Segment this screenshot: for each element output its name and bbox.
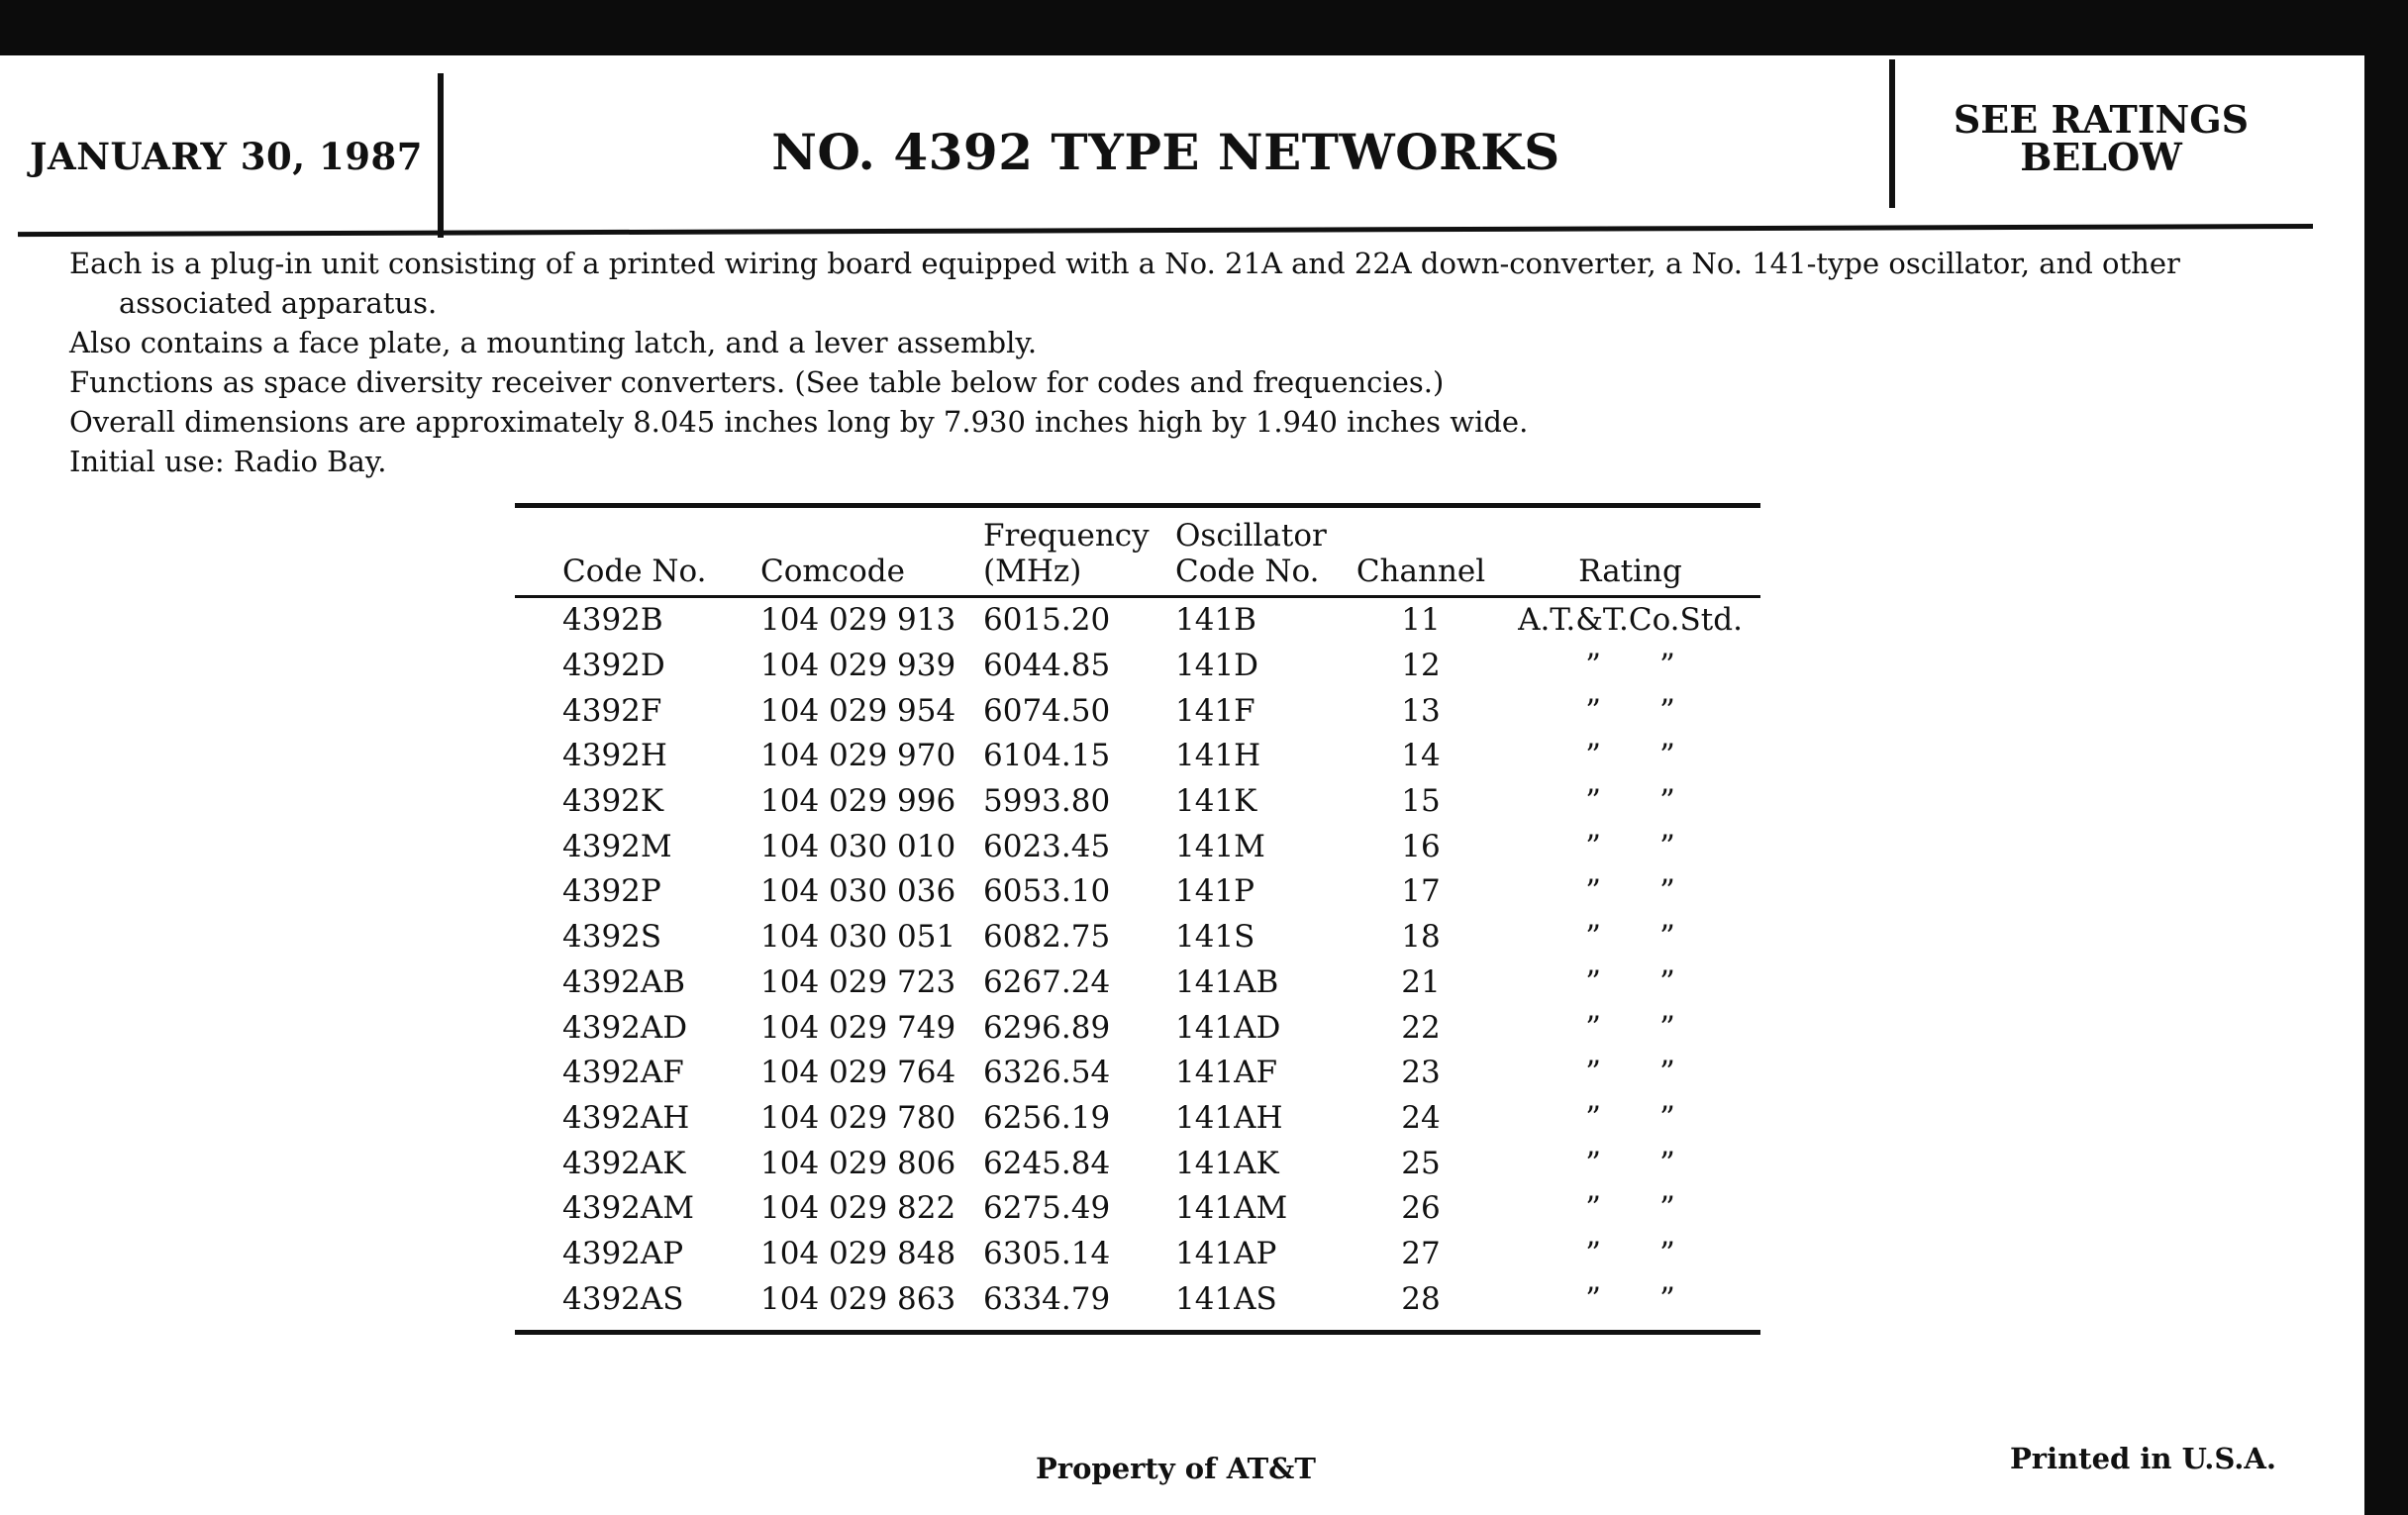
cell-comcode: 104 029 749 — [760, 1009, 956, 1046]
cell-oscillator: 141F — [1175, 692, 1255, 729]
cell-channel: 16 — [1401, 828, 1441, 864]
cell-frequency: 6104.15 — [983, 738, 1111, 774]
header-rule — [18, 224, 2313, 237]
cell-comcode: 104 029 723 — [760, 963, 956, 1000]
cell-code-no: 4392K — [562, 783, 664, 820]
cell-code-no: 4392AP — [562, 1235, 684, 1271]
cell-oscillator: 141H — [1175, 738, 1261, 774]
cell-code-no: 4392M — [562, 828, 672, 864]
header-oscillator-line-2: Code No. — [1175, 554, 1320, 589]
cell-channel: 26 — [1401, 1190, 1441, 1227]
cell-code-no: 4392AM — [562, 1190, 695, 1227]
cell-channel: 24 — [1401, 1099, 1441, 1136]
table-body — [515, 598, 1760, 1322]
cell-channel: 23 — [1401, 1055, 1441, 1091]
header-frequency-line-1: Frequency — [983, 518, 1150, 554]
cell-channel: 14 — [1401, 738, 1441, 774]
table-row — [515, 1051, 1760, 1096]
cell-code-no: 4392S — [562, 919, 662, 956]
table-row — [515, 869, 1760, 915]
cell-oscillator: 141AM — [1175, 1190, 1288, 1227]
cell-frequency: 6296.89 — [983, 1009, 1111, 1046]
table-row — [515, 960, 1760, 1006]
cell-comcode: 104 029 954 — [760, 692, 956, 729]
cell-code-no: 4392AD — [562, 1009, 688, 1046]
footer-printed: Printed in U.S.A. — [2010, 1442, 2276, 1475]
table-row — [515, 1141, 1760, 1186]
cell-frequency: 6015.20 — [983, 602, 1111, 639]
description — [69, 244, 2277, 481]
cell-comcode: 104 030 010 — [760, 828, 956, 864]
cell-rating: ” ” — [1585, 1009, 1675, 1046]
table-row — [515, 1096, 1760, 1142]
cell-channel: 28 — [1401, 1280, 1441, 1317]
cell-channel: 21 — [1401, 963, 1441, 1000]
scan-border — [2364, 0, 2408, 1515]
cell-rating: ” ” — [1585, 1235, 1675, 1271]
cell-channel: 18 — [1401, 919, 1441, 956]
cell-comcode: 104 029 822 — [760, 1190, 956, 1227]
cell-oscillator: 141K — [1175, 783, 1257, 820]
cell-frequency: 6305.14 — [983, 1235, 1111, 1271]
cell-code-no: 4392AH — [562, 1099, 690, 1136]
description-line: Also contains a face plate, a mounting latch, and a lever assembly. — [69, 326, 1038, 359]
cell-rating: ” ” — [1585, 828, 1675, 864]
header-oscillator — [1175, 508, 1342, 595]
table-row — [515, 598, 1760, 644]
table-row — [515, 779, 1760, 825]
document-page — [0, 55, 2364, 1515]
cell-rating: ” ” — [1585, 1190, 1675, 1227]
header-rating: Rating — [1578, 554, 1682, 589]
table-row — [515, 1276, 1760, 1322]
description-line: Overall dimensions are approximately 8.045 inches long by 7.930 inches high by 1.940 inches wide. — [69, 405, 1529, 439]
cell-code-no: 4392H — [562, 738, 667, 774]
document-date: JANUARY 30, 1987 — [30, 135, 424, 178]
table-row — [515, 1186, 1760, 1232]
table-row — [515, 915, 1760, 960]
header-channel: Channel — [1355, 554, 1486, 589]
cell-rating: ” ” — [1585, 1055, 1675, 1091]
cell-channel: 17 — [1401, 873, 1441, 910]
cell-oscillator: 141D — [1175, 648, 1259, 684]
header-comcode: Comcode — [760, 554, 905, 589]
cell-frequency: 6023.45 — [983, 828, 1111, 864]
cell-frequency: 6044.85 — [983, 648, 1111, 684]
cell-comcode: 104 029 806 — [760, 1145, 956, 1181]
rating-note-line-2: BELOW — [2020, 135, 2182, 179]
table-row — [515, 688, 1760, 734]
table-row — [515, 734, 1760, 779]
cell-code-no: 4392AB — [562, 963, 686, 1000]
cell-frequency: 6275.49 — [983, 1190, 1111, 1227]
footer-property: Property of AT&T — [1036, 1452, 1316, 1485]
table-bottom-rule — [515, 1330, 1760, 1335]
cell-comcode: 104 029 780 — [760, 1099, 956, 1136]
cell-frequency: 6326.54 — [983, 1055, 1111, 1091]
cell-frequency: 6053.10 — [983, 873, 1111, 910]
cell-rating: ” ” — [1585, 692, 1675, 729]
cell-rating: ” ” — [1585, 783, 1675, 820]
cell-frequency: 6082.75 — [983, 919, 1111, 956]
table-header-row — [515, 508, 1760, 595]
cell-rating: ” ” — [1585, 963, 1675, 1000]
description-line: Each is a plug-in unit consisting of a printed wiring board equipped with a No. 21A and 22A down-converter, a No. 141-type oscillator, and other associated apparatus. — [69, 247, 2180, 320]
cell-oscillator: 141S — [1175, 919, 1255, 956]
cell-comcode: 104 029 970 — [760, 738, 956, 774]
cell-comcode: 104 029 939 — [760, 648, 956, 684]
header-oscillator-line-1: Oscillator — [1175, 518, 1327, 554]
table-row — [515, 824, 1760, 869]
header-code-no: Code No. — [562, 554, 707, 589]
cell-code-no: 4392AK — [562, 1145, 686, 1181]
cell-comcode: 104 029 996 — [760, 783, 956, 820]
cell-channel: 12 — [1401, 648, 1441, 684]
cell-oscillator: 141AD — [1175, 1009, 1281, 1046]
cell-channel: 27 — [1401, 1235, 1441, 1271]
cell-oscillator: 141B — [1175, 602, 1256, 639]
cell-oscillator: 141AS — [1175, 1280, 1277, 1317]
cell-frequency: 6267.24 — [983, 963, 1111, 1000]
cell-rating: ” ” — [1585, 1145, 1675, 1181]
cell-oscillator: 141M — [1175, 828, 1265, 864]
cell-comcode: 104 029 764 — [760, 1055, 956, 1091]
cell-frequency: 6256.19 — [983, 1099, 1111, 1136]
cell-code-no: 4392AF — [562, 1055, 684, 1091]
cell-comcode: 104 029 863 — [760, 1280, 956, 1317]
cell-code-no: 4392B — [562, 602, 663, 639]
table-row — [515, 1005, 1760, 1051]
description-line: Functions as space diversity receiver converters. (See table below for codes and frequencies.) — [69, 365, 1445, 399]
cell-frequency: 6334.79 — [983, 1280, 1111, 1317]
cell-comcode: 104 029 848 — [760, 1235, 956, 1271]
cell-rating: ” ” — [1585, 919, 1675, 956]
cell-code-no: 4392P — [562, 873, 661, 910]
cell-channel: 13 — [1401, 692, 1441, 729]
cell-rating: ” ” — [1585, 873, 1675, 910]
cell-code-no: 4392F — [562, 692, 662, 729]
rating-note — [1893, 97, 2309, 179]
cell-rating: ” ” — [1585, 1099, 1675, 1136]
cell-rating: ” ” — [1585, 738, 1675, 774]
header-frequency — [983, 508, 1175, 595]
cell-frequency: 6074.50 — [983, 692, 1111, 729]
cell-code-no: 4392AS — [562, 1280, 684, 1317]
cell-code-no: 4392D — [562, 648, 665, 684]
cell-oscillator: 141AB — [1175, 963, 1279, 1000]
cell-frequency: 5993.80 — [983, 783, 1111, 820]
cell-rating: ” ” — [1585, 648, 1675, 684]
document-title: NO. 4392 TYPE NETWORKS — [771, 123, 1560, 181]
cell-rating: A.T.&T.Co.Std. — [1518, 602, 1743, 639]
cell-comcode: 104 030 051 — [760, 919, 956, 956]
description-line: Initial use: Radio Bay. — [69, 445, 387, 478]
cell-oscillator: 141AH — [1175, 1099, 1283, 1136]
cell-comcode: 104 029 913 — [760, 602, 956, 639]
cell-oscillator: 141AF — [1175, 1055, 1278, 1091]
cell-frequency: 6245.84 — [983, 1145, 1111, 1181]
cell-channel: 15 — [1401, 783, 1441, 820]
header-frequency-line-2: (MHz) — [983, 554, 1082, 589]
networks-table-container — [515, 503, 1760, 1335]
rating-note-line-1: SEE RATINGS — [1953, 97, 2250, 142]
cell-channel: 22 — [1401, 1009, 1441, 1046]
cell-rating: ” ” — [1585, 1280, 1675, 1317]
cell-channel: 25 — [1401, 1145, 1441, 1181]
networks-table — [515, 508, 1760, 1322]
cell-oscillator: 141P — [1175, 873, 1255, 910]
cell-oscillator: 141AP — [1175, 1235, 1277, 1271]
table-row — [515, 1232, 1760, 1277]
cell-oscillator: 141AK — [1175, 1145, 1279, 1181]
table-row — [515, 644, 1760, 689]
cell-comcode: 104 030 036 — [760, 873, 956, 910]
cell-channel: 11 — [1401, 602, 1441, 639]
